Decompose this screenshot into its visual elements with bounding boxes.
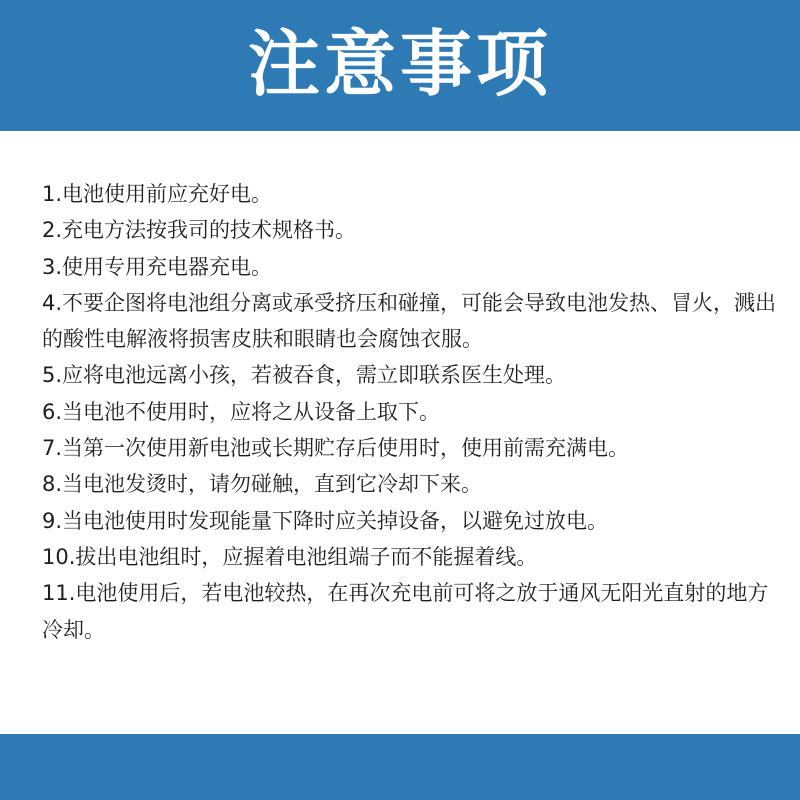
page-title: 注意事项 xyxy=(247,21,552,106)
note-item-1: 1.电池使用前应充好电。 xyxy=(42,182,273,206)
note-item-5: 5.应将电池远离小孩，若被吞食，需立即联系医生处理。 xyxy=(42,363,567,388)
note-item-9: 9.当电池使用时发现能量下降时应关掉设备，以避免过放电。 xyxy=(42,508,609,533)
footer-band xyxy=(0,734,800,800)
note-item-11: 11.电池使用后，若电池较热，在再次充电前可将之放于通风无阳光直射的地方冷却。 xyxy=(42,581,769,642)
note-item-6: 6.当电池不使用时，应将之从设备上取下。 xyxy=(42,399,441,424)
note-item-2: 2.充电方法按我司的技术规格书。 xyxy=(42,218,357,243)
notes-list xyxy=(42,176,782,648)
note-item-7: 7.当第一次使用新电池或长期贮存后使用时，使用前需充满电。 xyxy=(42,436,630,461)
note-item-4: 4.不要企图将电池组分离或承受挤压和碰撞，可能会导致电池发热、冒火，溅出的酸性电解液将损害皮肤和眼睛也会腐蚀衣服。 xyxy=(42,290,777,352)
note-item-3: 3.使用专用充电器充电。 xyxy=(42,254,273,279)
note-item-8: 8.当电池发烫时，请勿碰触，直到它冷却下来。 xyxy=(42,472,483,497)
header-banner xyxy=(0,0,800,131)
note-item-10: 10.拔出电池组时，应握着电池组端子而不能握着线。 xyxy=(42,544,538,569)
